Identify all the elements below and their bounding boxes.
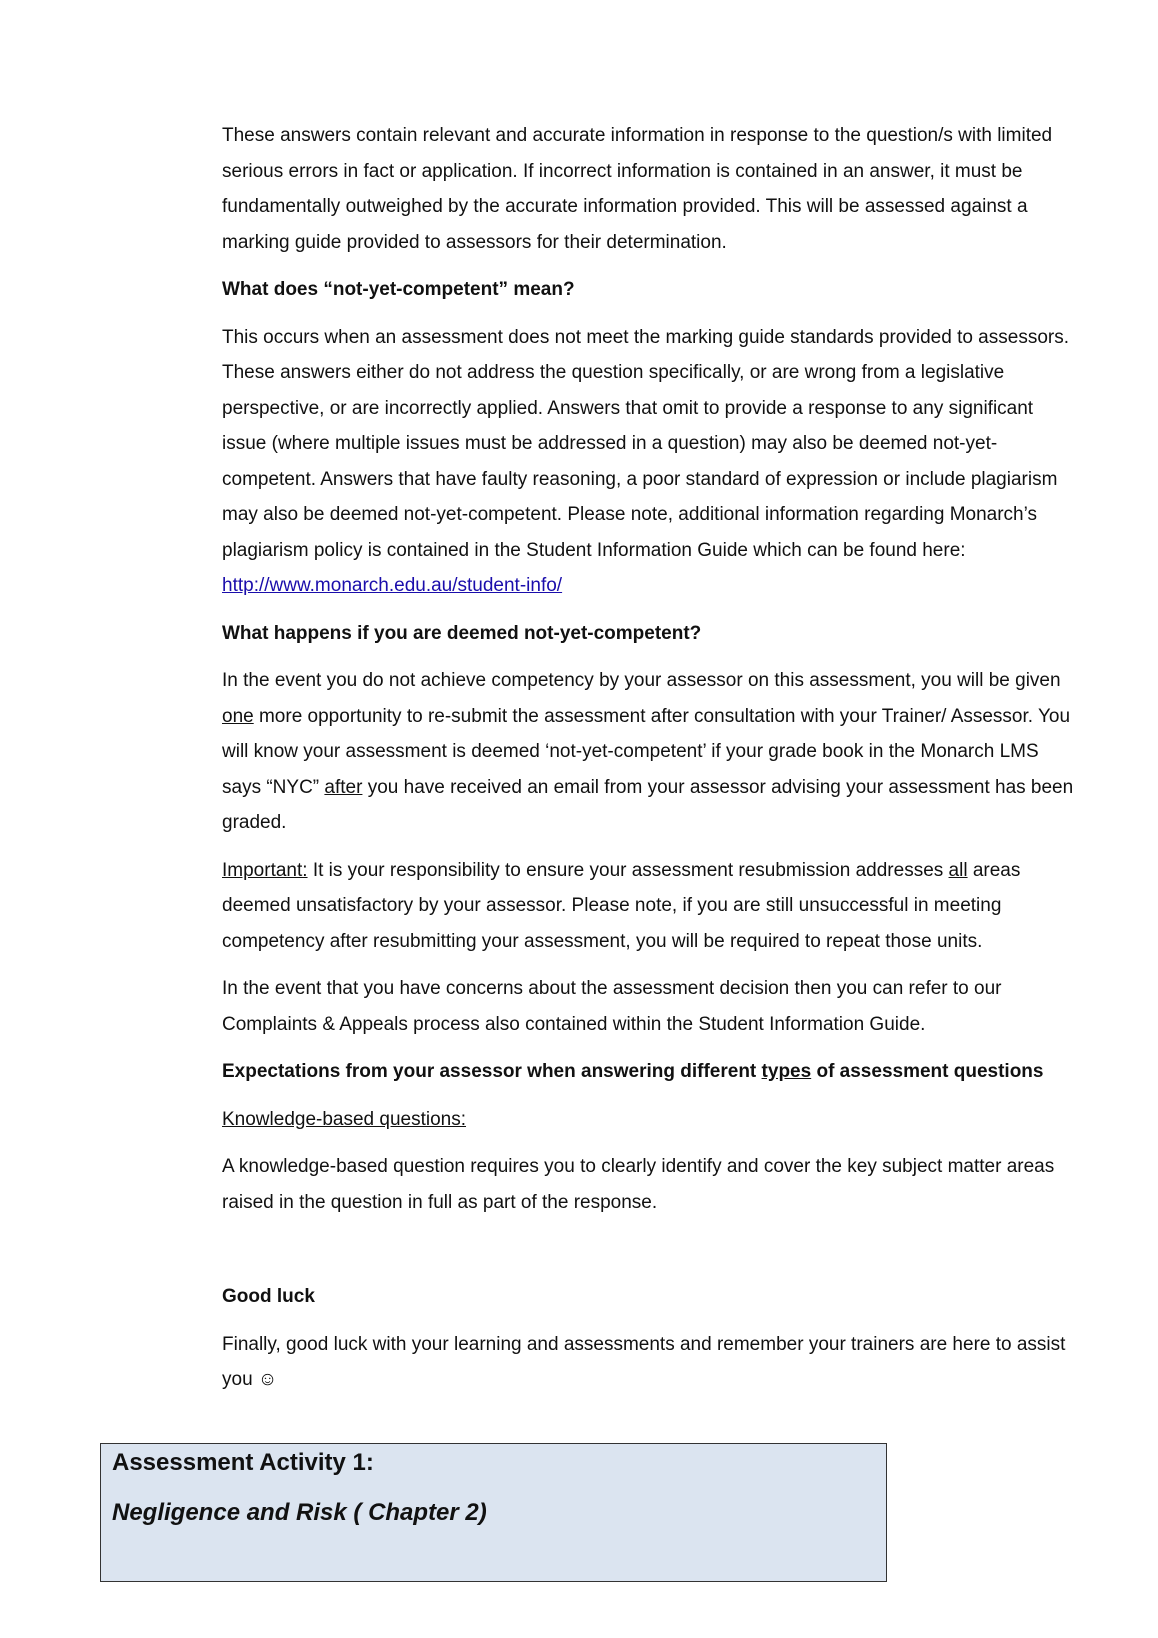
resubmit-text-b: more opportunity to re-submit the assessment after consultation with your Trainer/ Assessor. You will know your assessment is deemed ‘not-yet-competent’ if your grade book in the Monarch LMS says “NYC”	[222, 705, 1071, 798]
nyc-meaning-heading: What does “not-yet-competent” mean?	[222, 279, 575, 300]
expectations-heading-b: of assessment questions	[811, 1061, 1044, 1082]
resubmit-paragraph	[222, 663, 1082, 841]
knowledge-paragraph: A knowledge-based question requires you to clearly identify and cover the key subject matter areas raised in the question in full as part of the response.	[222, 1156, 1055, 1213]
good-luck-paragraph: Finally, good luck with your learning and assessments and remember your trainers are here to assist you ☺	[222, 1333, 1066, 1390]
knowledge-subheading-text: Knowledge-based questions:	[222, 1108, 467, 1130]
resubmit-text-c: you have received an email from your assessor advising your assessment has been graded.	[222, 776, 1074, 833]
good-luck-heading: Good luck	[222, 1286, 315, 1307]
important-text-a: It is your responsibility to ensure your assessment resubmission addresses	[307, 859, 949, 881]
resubmit-text-a: In the event you do not achieve competency by your assessor on this assessment, you will be given	[222, 670, 1061, 691]
nyc-meaning-paragraph	[222, 320, 1082, 604]
activity-subtitle: Negligence and Risk ( Chapter 2)	[112, 1499, 487, 1526]
after-emphasis: after	[324, 776, 363, 798]
important-label: Important:	[222, 859, 308, 881]
types-emphasis: types	[761, 1061, 812, 1082]
one-emphasis: one	[222, 705, 254, 727]
nyc-meaning-text: This occurs when an assessment does not meet the marking guide standards provided to assessors. These answers either do not address the question specifically, or are wrong from a legislative perspective, or are incorrectly applied. Answers that omit to provide a response to any significant issue (where multiple issues must be addressed in a question) may also be deemed not-yet-competent. Answers that have faulty reasoning, a poor standard of expression or include plagiarism may also be deemed not-yet-competent. Please note, additional information regarding Monarch’s plagiarism policy is contained in the Student Information Guide which can be found here:	[222, 326, 1069, 561]
nyc-happens-heading: What happens if you are deemed not-yet-competent?	[222, 622, 702, 644]
intro-paragraph: These answers contain relevant and accurate information in response to the question/s with limited serious errors in fact or application. If incorrect information is contained in an answer, it must be fundamentally outweighed by the accurate information provided. This will be assessed against a marking guide provided to assessors for their determination.	[222, 125, 1053, 253]
student-info-link[interactable]: http://www.monarch.edu.au/student-info/	[222, 575, 563, 596]
activity-title: Assessment Activity 1:	[112, 1449, 374, 1476]
important-paragraph	[222, 853, 1082, 960]
complaints-paragraph: In the event that you have concerns about the assessment decision then you can refer to our Complaints & Appeals process also contained within the Student Information Guide.	[222, 978, 1002, 1035]
important-text-b: areas deemed unsatisfactory by your assessor. Please note, if you are still unsuccessful in meeting competency after resubmitting your assessment, you will be required to repeat those units.	[222, 859, 1021, 952]
assessment-activity-box	[100, 1443, 887, 1582]
knowledge-subheading	[222, 1102, 1082, 1138]
spacer	[222, 1232, 1082, 1279]
all-emphasis: all	[948, 859, 968, 881]
document-body	[222, 118, 1082, 1410]
expectations-heading	[222, 1054, 1082, 1090]
expectations-heading-a: Expectations from your assessor when answering different	[222, 1061, 762, 1082]
